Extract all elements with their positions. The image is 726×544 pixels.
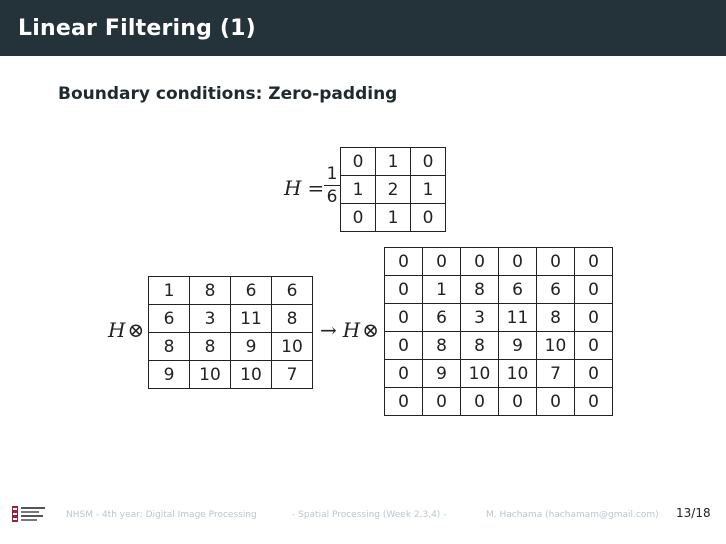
fraction-denominator: 6 (326, 187, 338, 207)
matrix-row (149, 361, 313, 389)
nhsm-logo-icon (10, 502, 50, 526)
matrix-cell: 0 (423, 248, 461, 276)
matrix-cell: 6 (231, 277, 272, 305)
fraction-numerator: 1 (326, 164, 338, 184)
matrix-cell: 0 (385, 332, 423, 360)
matrix-cell: 11 (231, 305, 272, 333)
matrix-row (385, 360, 613, 388)
zero-padded-image-matrix (384, 247, 613, 416)
matrix-cell: 8 (190, 333, 231, 361)
kernel-matrix (340, 147, 446, 232)
matrix-cell: 8 (537, 304, 575, 332)
padded-expression-label (320, 318, 379, 342)
matrix-cell: 0 (385, 248, 423, 276)
matrix-cell: 0 (461, 388, 499, 416)
matrix-cell: 1 (411, 176, 446, 204)
matrix-cell: 0 (385, 388, 423, 416)
image-kernel-symbol: H (108, 318, 126, 342)
matrix-cell: 6 (423, 304, 461, 332)
matrix-cell: 1 (376, 204, 411, 232)
input-image-matrix (148, 276, 313, 389)
matrix-cell: 7 (537, 360, 575, 388)
matrix-cell: 11 (499, 304, 537, 332)
matrix-cell: 3 (461, 304, 499, 332)
fraction-bar (324, 185, 340, 186)
slide-header (0, 0, 726, 56)
matrix-cell: 0 (385, 276, 423, 304)
matrix-row (385, 248, 613, 276)
matrix-cell: 0 (385, 360, 423, 388)
matrix-cell: 3 (190, 305, 231, 333)
matrix-cell: 6 (272, 277, 313, 305)
matrix-cell: 0 (423, 388, 461, 416)
matrix-cell: 0 (575, 360, 613, 388)
matrix-cell: 8 (272, 305, 313, 333)
matrix-cell: 10 (537, 332, 575, 360)
matrix-cell: 0 (575, 332, 613, 360)
matrix-cell: 0 (385, 304, 423, 332)
matrix-cell: 0 (499, 248, 537, 276)
matrix-cell: 0 (499, 388, 537, 416)
matrix-cell: 1 (376, 148, 411, 176)
footer-author: M. Hachama (hachamam@gmail.com) (486, 510, 659, 520)
matrix-cell: 6 (499, 276, 537, 304)
matrix-cell: 10 (461, 360, 499, 388)
matrix-row (341, 148, 446, 176)
matrix-row (385, 332, 613, 360)
matrix-cell: 9 (423, 360, 461, 388)
kernel-symbol: H (284, 176, 302, 200)
convolution-operator: ⊗ (127, 318, 145, 342)
matrix-cell: 0 (575, 304, 613, 332)
matrix-cell: 0 (575, 388, 613, 416)
equals-sign: = (307, 176, 325, 200)
matrix-cell: 0 (341, 204, 376, 232)
page-number: 13/18 (676, 506, 711, 520)
arrow-right-icon: → (320, 318, 337, 342)
matrix-cell: 1 (423, 276, 461, 304)
padded-convolution-operator: ⊗ (362, 318, 379, 342)
matrix-cell: 0 (537, 388, 575, 416)
footer-section: - Spatial Processing (Week 2,3,4) - (292, 510, 447, 520)
matrix-cell: 0 (341, 148, 376, 176)
matrix-row (149, 305, 313, 333)
matrix-cell: 9 (231, 333, 272, 361)
matrix-cell: 10 (190, 361, 231, 389)
matrix-row (385, 388, 613, 416)
matrix-cell: 10 (499, 360, 537, 388)
matrix-cell: 6 (537, 276, 575, 304)
matrix-cell: 9 (499, 332, 537, 360)
matrix-cell: 6 (149, 305, 190, 333)
matrix-cell: 10 (272, 333, 313, 361)
matrix-cell: 10 (231, 361, 272, 389)
matrix-cell: 8 (423, 332, 461, 360)
kernel-definition-label (284, 176, 324, 200)
slide-footer (0, 502, 726, 530)
kernel-fraction (324, 164, 340, 207)
footer-course: NHSM - 4th year: Digital Image Processing (66, 510, 257, 520)
matrix-cell: 1 (149, 277, 190, 305)
matrix-cell: 0 (575, 248, 613, 276)
matrix-cell: 0 (537, 248, 575, 276)
matrix-row (341, 176, 446, 204)
image-expression-label (108, 318, 144, 342)
matrix-cell: 8 (461, 332, 499, 360)
matrix-row (149, 277, 313, 305)
matrix-row (385, 276, 613, 304)
matrix-cell: 8 (149, 333, 190, 361)
matrix-row (341, 204, 446, 232)
matrix-cell: 1 (341, 176, 376, 204)
section-subtitle: Boundary conditions: Zero-padding (58, 84, 398, 104)
matrix-cell: 0 (411, 148, 446, 176)
matrix-cell: 8 (461, 276, 499, 304)
matrix-cell: 0 (411, 204, 446, 232)
padded-kernel-symbol: H (342, 318, 361, 342)
matrix-cell: 9 (149, 361, 190, 389)
slide-title: Linear Filtering (1) (18, 15, 256, 41)
matrix-row (385, 304, 613, 332)
matrix-row (149, 333, 313, 361)
matrix-cell: 0 (461, 248, 499, 276)
matrix-cell: 8 (190, 277, 231, 305)
matrix-cell: 2 (376, 176, 411, 204)
matrix-cell: 7 (272, 361, 313, 389)
matrix-cell: 0 (575, 276, 613, 304)
